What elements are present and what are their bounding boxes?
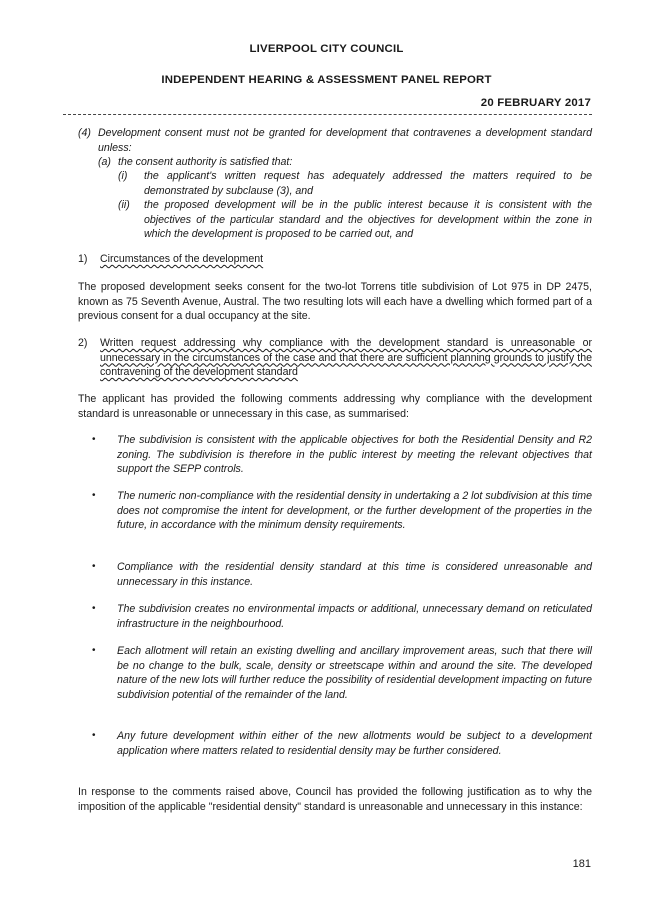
clause-4a-ii-label: (ii) — [118, 199, 130, 211]
report-heading: INDEPENDENT HEARING & ASSESSMENT PANEL REPORT — [161, 74, 492, 86]
clause-4-text: Development consent must not be granted for development that contravenes a development standard unless: — [98, 127, 592, 154]
section-2-intro: The applicant has provided the following comments addressing why compliance with the development standard is unreasonable or unnecessary in this case, as summarised: — [78, 393, 592, 420]
clause-4a-ii — [118, 198, 592, 242]
closing-paragraph: In response to the comments raised above, Council has provided the following justification as to why the imposition of the applicable "residential density" standard is unreasonable and unnecessary in this instance: — [78, 786, 592, 813]
bullet-item: Compliance with the residential density standard at this time is considered unreasonable and unnecessary in this instance. — [117, 561, 592, 588]
clause-4a-i — [118, 169, 592, 198]
council-heading: LIVERPOOL CITY COUNCIL — [249, 43, 404, 55]
bullet-marker: • — [92, 603, 96, 614]
bullet-item: The numeric non-compliance with the residential density in undertaking a 2 lot subdivision at this time does not compromise the intent for development, or the further development of the properties in the future, in accordance with the minimum density requirements. — [117, 490, 592, 532]
header-divider — [63, 114, 592, 115]
bullet-item: The subdivision is consistent with the applicable objectives for both the Residential Density and R2 zoning. The subdivision is therefore in the public interest by meeting the relevant objectives that support the SEPP controls. — [117, 434, 592, 476]
bullet-item: Each allotment will retain an existing dwelling and ancillary improvement areas, such that there will be no change to the bulk, scale, density or streetscape within and around the site. The developed nature of the new lots will further reduce the possibility of residential development impacting on future subdivision potential of the remainder of the land. — [117, 645, 592, 701]
clause-4a-text: the consent authority is satisfied that: — [118, 156, 293, 168]
clause-4a — [98, 155, 592, 170]
clause-4a-i-text: the applicant's written request has adequately addressed the matters required to be demonstrated by subclause (3), and — [144, 170, 592, 197]
clause-4-label: (4) — [78, 127, 91, 139]
bullet-item: Any future development within either of the new allotments would be subject to a development application where matters related to residential density may be further considered. — [117, 730, 592, 757]
report-date: 20 FEBRUARY 2017 — [480, 97, 591, 109]
bullet-marker: • — [92, 490, 96, 501]
bullet-marker: • — [92, 434, 96, 445]
section-1-heading — [78, 252, 592, 267]
section-2-heading — [78, 336, 592, 380]
section-1-title: Circumstances of the development — [100, 253, 264, 265]
clause-4a-ii-text: the proposed development will be in the public interest because it is consistent with the objectives of the particular standard and the objectives for development within the zone in which the development is proposed to be carried out, and — [144, 199, 592, 241]
bullet-marker: • — [92, 645, 96, 656]
page-number: 181 — [572, 858, 591, 870]
bullet-marker: • — [92, 561, 96, 572]
clause-4a-label: (a) — [98, 156, 111, 168]
bullet-marker: • — [92, 730, 96, 741]
section-2-title: Written request addressing why compliance with the development standard is unreasonable or unnecessary in the circumstances of the case and that there are sufficient planning grounds to justify the contravening of the development standard — [100, 337, 592, 379]
section-1-body: The proposed development seeks consent for the two-lot Torrens title subdivision of Lot 975 in DP 2475, known as 75 Seventh Avenue, Austral. The two resulting lots will each have a dwelling which formed part of a previous consent for a dual occupancy at the site. — [78, 281, 592, 323]
bullet-item: The subdivision creates no environmental impacts or additional, unnecessary demand on reticulated infrastructure in the neighbourhood. — [117, 603, 592, 630]
clause-4 — [78, 126, 592, 155]
clause-4a-i-label: (i) — [118, 170, 128, 182]
section-1-number: 1) — [78, 253, 88, 265]
section-2-number: 2) — [78, 337, 88, 349]
